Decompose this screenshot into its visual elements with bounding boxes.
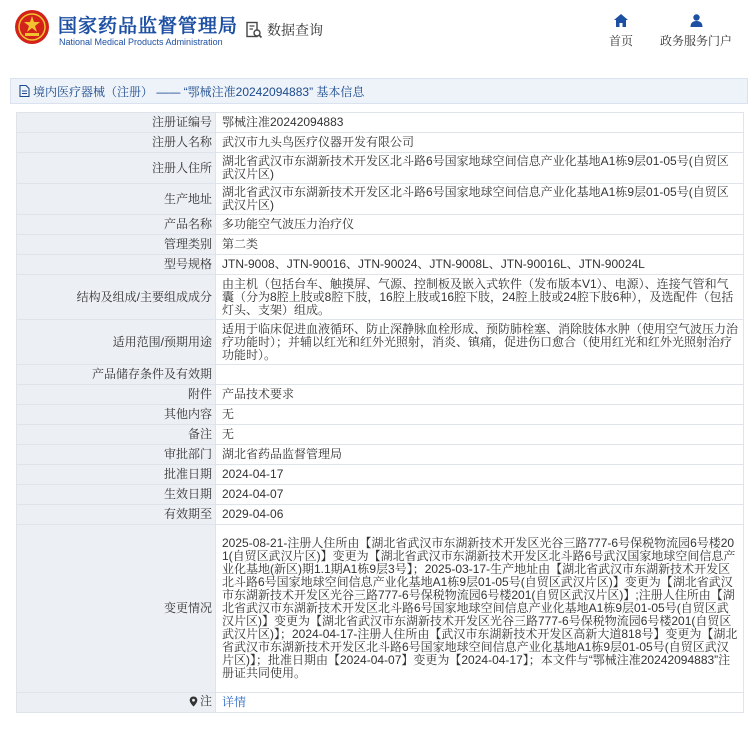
note-label-text: 注 (199, 694, 212, 708)
details-link[interactable]: 详情 (222, 695, 247, 709)
field-value: 2024-04-07 (216, 485, 744, 505)
note-value-cell (216, 693, 744, 713)
table-row (17, 525, 744, 693)
note-label (189, 695, 212, 708)
field-value: JTN-9008、JTN-90016、JTN-90024、JTN-9008L、JTN-90016L、JTN-90024L (216, 255, 744, 275)
field-value: 2025-08-21-注册人住所由【湖北省武汉市东湖新技术开发区光谷三路777-6号保税物流园6号楼201(自贸区武汉片区)】变更为【湖北省武汉市东湖新技术开发区北斗路6号武汉国家地球空间信息产业化基地(新区)期1.1期A1栋9层3号】；2025-03-17-生产地址由【湖北省武汉市东湖新技术开发区北斗路6号国家地球空间信息产业化基地A1栋9层01-05号(自贸区武汉片区)】变更为【湖北省武汉市东湖新技术开发区光谷三路777-6号保税物流园6号楼201(自贸区武汉片区)】;注册人住所由【湖北省武汉市东湖新技术开发区北斗路6号国家地球空间信息产业化基地A1栋9层01-05号(自贸区武汉片区)】变更为【湖北省武汉市东湖新技术开发区光谷三路777-6号保税物流园6号楼201(自贸区武汉片区)】；2024-04-17-注册人住所由【武汉市东湖新技术开发区高新大道818号】变更为【湖北省武汉市东湖新技术开发区北斗路6号国家地球空间信息产业化基地A1栋9层01-05号(自贸区武汉片区)】；批准日期由【2024-04-07】变更为【2024-04-17】；本文件与“鄂械注准20242094883”注册证共同使用。 (216, 525, 744, 693)
field-value: 2029-04-06 (216, 505, 744, 525)
field-value: 适用于临床促进血液循环、防止深静脉血栓形成、预防肺栓塞、消除肢体水肿（使用空气波压力治疗功能时）；并辅以红光和红外光照射，消炎、镇痛，促进伤口愈合（使用红光和红外光照射治疗功能时）。 (216, 320, 744, 365)
table-row (17, 320, 744, 365)
field-value: 第二类 (216, 235, 744, 255)
field-label: 结构及组成/主要组成成分 (17, 275, 216, 320)
field-label: 产品储存条件及有效期 (17, 365, 216, 385)
field-value: 多功能空气波压力治疗仪 (216, 215, 744, 235)
table-row (17, 133, 744, 153)
table-row (17, 255, 744, 275)
field-label: 其他内容 (17, 405, 216, 425)
field-label: 批准日期 (17, 465, 216, 485)
user-icon (690, 14, 703, 27)
document-icon (19, 85, 30, 97)
field-label: 产品名称 (17, 215, 216, 235)
nav-service-label: 政务服务门户 (659, 34, 732, 48)
field-label: 注册人名称 (17, 133, 216, 153)
registration-detail-table (16, 112, 744, 713)
field-value: 鄂械注准20242094883 (216, 113, 744, 133)
field-label: 生产地址 (17, 184, 216, 215)
table-row (17, 425, 744, 445)
field-label: 附件 (17, 385, 216, 405)
field-value: 2024-04-17 (216, 465, 744, 485)
nav-service-portal[interactable] (658, 14, 734, 49)
record-title: 境内医疗器械（注册） —— “鄂械注准20242094883” 基本信息 (33, 84, 365, 99)
nmpa-emblem-icon (14, 9, 50, 45)
field-label: 适用范围/预期用途 (17, 320, 216, 365)
table-row (17, 215, 744, 235)
data-query-label: 数据查询 (267, 22, 323, 38)
field-value: 无 (216, 425, 744, 445)
field-value: 湖北省药品监督管理局 (216, 445, 744, 465)
table-row (17, 385, 744, 405)
data-query-link[interactable] (245, 20, 323, 40)
field-value: 湖北省武汉市东湖新技术开发区北斗路6号国家地球空间信息产业化基地A1栋9层01-05号(自贸区武汉片区) (216, 153, 744, 184)
table-row (17, 405, 744, 425)
field-label: 管理类别 (17, 235, 216, 255)
note-row (17, 693, 744, 713)
field-value: 湖北省武汉市东湖新技术开发区北斗路6号国家地球空间信息产业化基地A1栋9层01-05号(自贸区武汉片区) (216, 184, 744, 215)
nav-home-label: 首页 (608, 34, 633, 48)
record-title-bar (10, 78, 748, 104)
table-row (17, 365, 744, 385)
field-label: 型号规格 (17, 255, 216, 275)
pin-icon (189, 696, 198, 707)
field-value: 产品技术要求 (216, 385, 744, 405)
home-icon (614, 14, 628, 27)
brand-name-cn[interactable]: 国家药品监督管理局 (58, 16, 239, 37)
field-label: 生效日期 (17, 485, 216, 505)
table-row (17, 275, 744, 320)
table-row (17, 485, 744, 505)
document-search-icon (245, 21, 263, 39)
table-row (17, 445, 744, 465)
table-row (17, 465, 744, 485)
nav-home[interactable] (606, 14, 636, 49)
table-row (17, 184, 744, 215)
field-label: 变更情况 (17, 525, 216, 693)
field-value: 武汉市九头鸟医疗仪器开发有限公司 (216, 133, 744, 153)
field-value: 由主机（包括台车、触摸屏、气源、控制板及嵌入式软件（发布版本V1）、电源）、连接气管和气囊（分为8腔上肢或8腔下肢，16腔上肢或16腔下肢，24腔上肢或24腔下肢6种），及选配件（包括灯头、支架）组成。 (216, 275, 744, 320)
field-label: 审批部门 (17, 445, 216, 465)
field-label: 注册证编号 (17, 113, 216, 133)
note-label-cell (17, 693, 216, 713)
table-row (17, 235, 744, 255)
brand-name-en[interactable]: National Medical Products Administration (59, 37, 223, 47)
table-row (17, 153, 744, 184)
site-header (0, 0, 748, 62)
table-row (17, 505, 744, 525)
field-value: 无 (216, 405, 744, 425)
field-label: 注册人住所 (17, 153, 216, 184)
table-row (17, 113, 744, 133)
field-label: 有效期至 (17, 505, 216, 525)
field-label: 备注 (17, 425, 216, 445)
field-value (216, 365, 744, 385)
